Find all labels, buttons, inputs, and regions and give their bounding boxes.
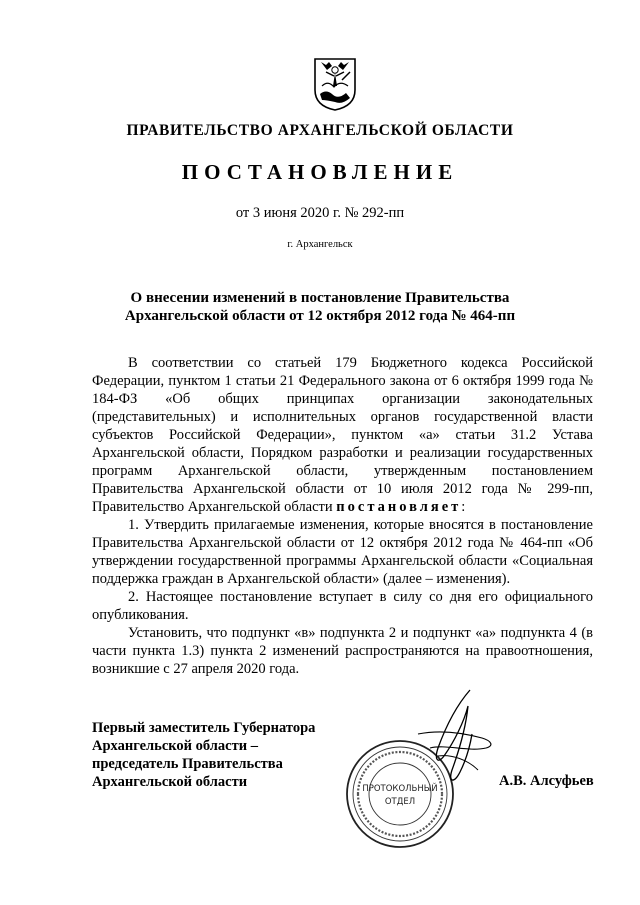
document-date-number: от 3 июня 2020 г. № 292-пп — [235, 205, 405, 221]
document-type: ПОСТАНОВЛЕНИЕ — [181, 160, 459, 184]
signatory-position-line: председатель Правительства — [92, 756, 283, 772]
stamp-inner-line: ПРОТОКОЛЬНЫЙ — [362, 784, 438, 794]
coat-of-arms-emblem — [312, 56, 358, 112]
document-city: г. Архангельск — [287, 239, 353, 250]
preamble-text: В соответствии со статьей 179 Бюджетного кодекса Российской Федерации, пунктом 1 статьи 21 Федерального закона от 6 октября 1999 года № 184-ФЗ «Об общих принципах организации законодательных (представительных) и исполнительных органов государственной власти субъектов Российской Федерации», пунктом «а» статьи 31.2 Устава Архангельской области, Порядком разработки и реализации государственных программ Архангельской области, утвержденным постановлением Правительства Архангельской области от 10 июля 2012 года № 299-пп, Правительство Архангельской области — [92, 355, 593, 515]
preamble-paragraph — [92, 354, 593, 516]
document-title — [80, 289, 560, 325]
item-paragraph: Установить, что подпункт «в» подпункта 2 и подпункт «а» подпункта 4 (в части пункта 1.3) пункта 2 изменений распространяются на правоотношения, возникшие с 27 апреля 2020 года. — [92, 625, 593, 677]
decree-word: постановляет — [336, 499, 462, 515]
document-body — [92, 354, 593, 678]
signatory-position — [92, 719, 315, 791]
item-paragraph: 2. Настоящее постановление вступает в силу со дня его официального опубликования. — [92, 589, 593, 623]
handwritten-signature — [408, 686, 508, 794]
signatory-position-line: Архангельской области – — [92, 738, 258, 754]
signatory-position-line: Архангельской области — [92, 774, 248, 790]
document-title-line: Архангельской области от 12 октября 2012 года № 464-пп — [124, 308, 516, 324]
document-title-line: О внесении изменений в постановление Правительства — [130, 290, 510, 306]
organization-title: ПРАВИТЕЛЬСТВО АРХАНГЕЛЬСКОЙ ОБЛАСТИ — [126, 122, 514, 139]
stamp-inner-line: ОТДЕЛ — [384, 797, 416, 807]
item-paragraph: 1. Утвердить прилагаемые изменения, которые вносятся в постановление Правительства Архангельской области от 12 октября 2012 года № 464-пп «Об утверждении государственной программы Архангельской области «Социальная поддержка граждан в Архангельской области» (далее – изменения). — [92, 517, 593, 587]
signatory-position-line: Первый заместитель Губернатора — [92, 720, 316, 736]
signatory-name: А.В. Алсуфьев — [499, 773, 594, 789]
decree-colon: : — [461, 499, 466, 515]
